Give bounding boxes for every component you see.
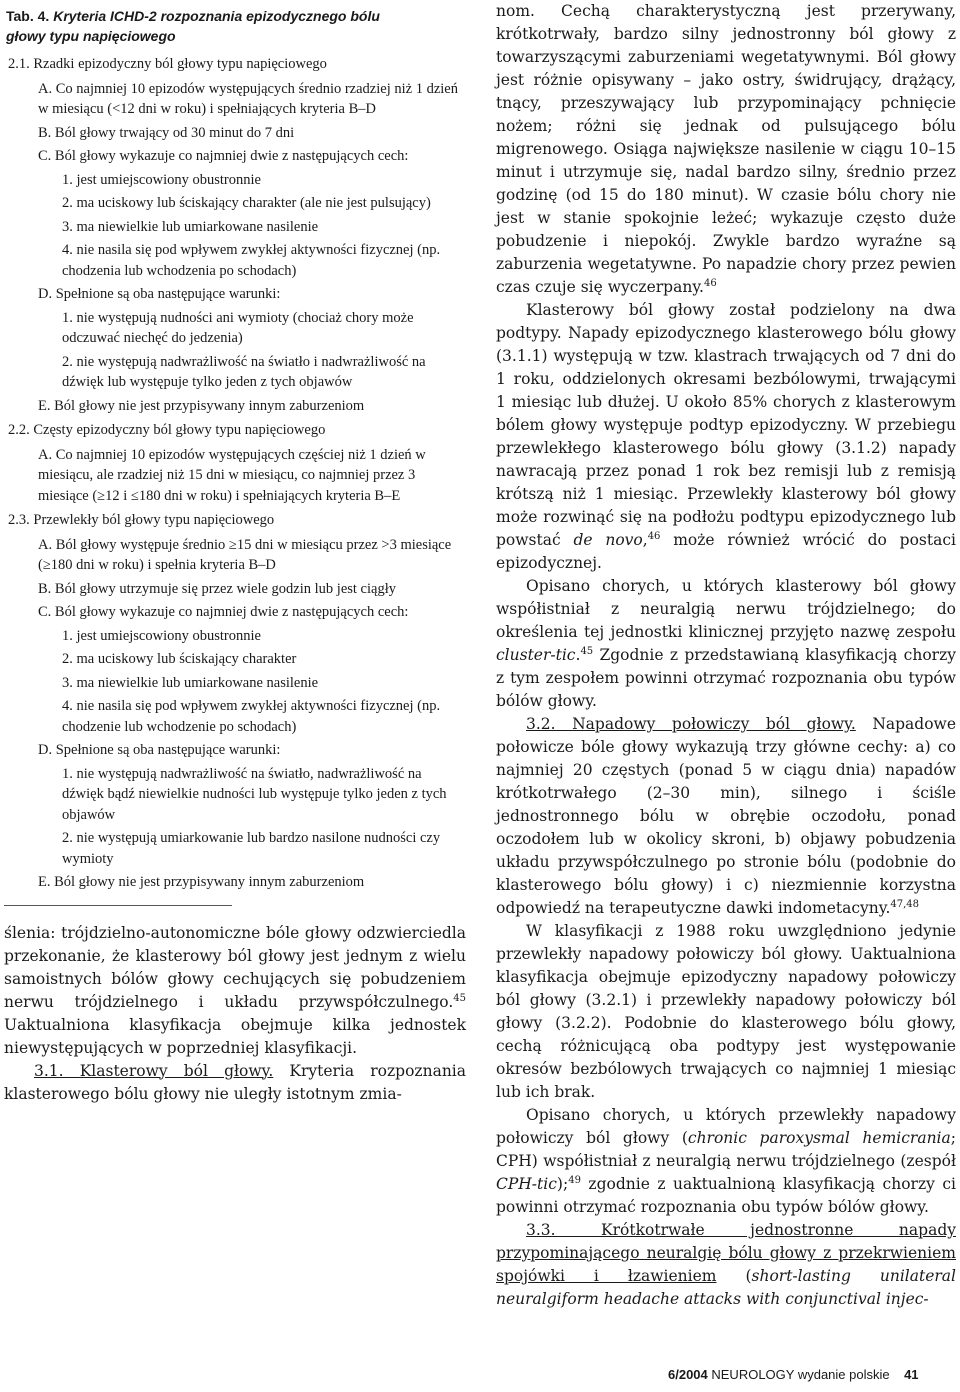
table-criterion: A. Ból głowy występuje średnio ≥15 dni w miesiącu przez >3 miesiące (≥180 dni w roku) i spełnia kryteria B–D (38, 536, 452, 573)
table-criterion: D. Spełnione są oba następujące warunki: (38, 286, 281, 302)
table-criterion: 3. ma niewielkie lub umiarkowane nasilenie (62, 674, 319, 691)
table-criterion: 2. nie występują nadwrażliwość na światło i nadwrażliwość na dźwięk lub występuje tylko jeden z tych objawów (62, 353, 426, 390)
page-footer (668, 1367, 919, 1382)
paragraph: 3.2. Napadowy połowiczy ból głowy. Napadowe połowicze bóle głowy wykazują trzy główne cechy: a) co najmniej 20 częstych (ponad 5 w ciągu dnia) napadów krótkotrwałego (2–30 min), silnego i ściśle jednostronnego bólu w obrębie oczodołu, ponad oczodołem lub w okolicy skroni, b) objawy pobudzenia układu przywspółczulnego po stronie bólu (podobnie do klasterowego bólu głowy) i c) niezmiennie korzystna odpowiedź na terapeutyczne dawki indometacyny.$^{47,48}$ (496, 715, 956, 917)
table-criterion: D. Spełnione są oba następujące warunki: (38, 742, 281, 758)
table-criterion: 3. ma niewielkie lub umiarkowane nasilenie (62, 218, 319, 235)
table-criterion: E. Ból głowy nie jest przypisywany innym zaburzeniom (38, 397, 365, 414)
paragraph: nom. Cechą charakterystyczną jest przerywany, krótkotrwały, bardzo silny jednostronny ból głowy z towarzyszącymi zaburzeniami wegetatywnymi. Ból głowy jest różnie opisywany – jako ostry, świdrujący, drążący, tnący, przeszywający lub przypominający pchnięcie nożem; różni się jednak od pulsującego bólu migrenowego. Osiąga największe nasilenie w ciągu 10–15 minut i utrzymuje się, nadal bardzo silny, średnio przez godzinę (od 15 do 180 minut). W czasie bólu chory nie jest w stanie spokojnie leżeć; wykazuje często duże pobudzenie i niepokój. Zwykle bardzo wyraźne są zaburzenia wegetatywne. Po napadzie chory przez pewien czas czuje się wyczerpany.$^{46}$ (496, 2, 956, 296)
table-criterion: 2. ma uciskowy lub ściskający charakter (ale nie jest pulsujący) (62, 195, 431, 211)
table-caption (6, 6, 466, 46)
table-section-heading: 2.1. Rzadki epizodyczny ból głowy typu napięciowego (8, 56, 327, 72)
reference: 45 (580, 645, 594, 657)
table-criterion: 1. jest umiejscowiony obustronnie (62, 627, 261, 644)
table-criterion: 1. nie występują nadwrażliwość na światło, nadwrażliwość na dźwięk bądź niewielkie nudności lub występuje tylko jeden z tych objawów (62, 765, 447, 823)
footer-edition: wydanie polskie (797, 1367, 890, 1382)
subheading: 3.1. Klasterowy ból głowy. (34, 1061, 274, 1080)
table-criterion: C. Ból głowy wykazuje co najmniej dwie z następujących cech: (38, 148, 409, 164)
reference: 47,48 (890, 898, 920, 910)
paragraph: Opisano chorych, u których przewlekły napadowy połowiczy ból głowy (chronic paroxysmal hemicrania; CPH) współistniał z neuralgią nerwu trójdzielnego (zespół CPH-tic);$^{49}$ zgodnie z uaktualnioną klasyfikacją chorzy ci powinni otrzymać rozpoznania obu typów bólów głowy. (496, 1106, 956, 1216)
table-criterion: C. Ból głowy wykazuje co najmniej dwie z następujących cech: (38, 604, 409, 620)
table-separator (4, 905, 232, 906)
right-column (496, 0, 956, 1311)
paragraph: W klasyfikacji z 1988 roku uwzględniono jedynie przewlekły napadowy połowiczy ból głowy. Uaktualniona klasyfikacja obejmuje epizodyczny napadowy połowiczy ból głowy (3.2.1) i przewlekły napadowy połowiczy ból głowy (3.2.2). Podobnie do klasterowego bólu głowy, cechą różnicującą oba podtypy jest występowanie okresów bezbólowych trwających co najmniej 1 miesiąc lub ich brak. (496, 922, 956, 1101)
table-criterion: A. Co najmniej 10 epizodów występujących średnio rzadziej niż 1 dzień w miesiącu (<12 dni w roku) i spełniających kryteria B–D (38, 80, 458, 117)
table-criterion: 4. nie nasila się pod wpływem zwykłej aktywności fizycznej (np. chodzenie lub wchodzenie po schodach) (62, 698, 441, 735)
table-criterion: E. Ból głowy nie jest przypisywany innym zaburzeniom (38, 874, 365, 890)
paragraph: Opisano chorych, u których klasterowy ból głowy współistniał z neuralgią nerwu trójdzielnego; do określenia tej jednostki klinicznej przyjęto nazwę zespołu cluster-tic.$^{45}$ Zgodnie z przedstawianą klasyfikacją chorzy z tym zespołem powinni otrzymać rozpoznania obu typów bólów głowy. (496, 577, 956, 710)
table-criterion: 2. nie występują umiarkowanie lub bardzo nasilone nudności czy wymioty (62, 830, 441, 867)
table-criterion: B. Ból głowy trwający od 30 minut do 7 dni (38, 124, 295, 141)
footer-journal: NEUROLOGY (707, 1367, 798, 1382)
subheading: 3.3. Krótkotrwałe jednostronne napady przypominającego neuralgię bólu głowy z przekrwieniem spojówki i łzawieniem (496, 1221, 956, 1285)
table-criterion: B. Ból głowy utrzymuje się przez wiele godzin lub jest ciągły (38, 580, 396, 597)
table-title-line2: głowy typu napięciowego (6, 28, 176, 44)
reference: 49 (568, 1174, 581, 1186)
footer-issue: 6/2004 (668, 1367, 708, 1382)
left-body-text (4, 922, 466, 1106)
table-criterion: 1. jest umiejscowiony obustronnie (62, 171, 261, 188)
criteria-table (4, 54, 466, 893)
paragraph: 3.1. Klasterowy ból głowy. Kryteria rozpoznania klasterowego bólu głowy nie uległy istotnym zmia- (4, 1061, 466, 1103)
paragraph: Klasterowy ból głowy został podzielony na dwa podtypy. Napady epizodycznego klasterowego bólu głowy (3.1.1) występują w tzw. klastrach trwających od 7 dni do 1 roku, oddzielonych okresami bezbólowymi, trwającymi 1 miesiąc lub dłużej. U około 85% chorych z klasterowym bólem głowy występuje podtyp epizodyczny. W przebiegu przewlekłego klasterowego bólu głowy (3.1.2) napady nawracają przez ponad 1 rok bez remisji lub z remisją krótszą niż 1 miesiąc. Przewlekły klasterowy ból głowy może rozwinąć się na podłożu podtypu epizodycznego lub powstać de novo,$^{46}$ może również wrócić do postaci epizodycznej. (496, 301, 956, 572)
table-criterion: 1. nie występują nudności ani wymioty (chociaż chory może odczuwać niechęć do jedzenia) (62, 309, 414, 346)
paragraph: 3.3. Krótkotrwałe jednostronne napady przypominającego neuralgię bólu głowy z przekrwieniem spojówki i łzawieniem (short-lasting unilateral neuralgiform headache attacks with conjunctival injec- (496, 1221, 956, 1308)
table-section-heading: 2.2. Częsty epizodyczny ból głowy typu napięciowego (8, 422, 326, 438)
table-title-line1: Kryteria ICHD-2 rozpoznania epizodycznego bólu (53, 8, 380, 24)
paragraph: ślenia: trójdzielno-autonomiczne bóle głowy odzwierciedla przekonanie, że klasterowy ból głowy jest jednym z wielu samoistnych bólów głowy cechujących się pobudzeniem nerwu trójdzielnego i układu przywspółczulnego.$^{45}$ Uaktualniona klasyfikacja obejmuje kilka jednostek niewystępujących w poprzedniej klasyfikacji. (4, 923, 466, 1057)
table-label: Tab. 4. (6, 8, 50, 24)
table-section-heading: 2.3. Przewlekły ból głowy typu napięciowego (8, 512, 275, 528)
subheading: 3.2. Napadowy połowiczy ból głowy. (526, 715, 856, 733)
reference: 46 (703, 277, 717, 289)
table-criterion: 2. ma uciskowy lub ściskający charakter (62, 651, 297, 667)
reference: 45 (453, 992, 466, 1004)
table-criterion: A. Co najmniej 10 epizodów występujących częściej niż 1 dzień w miesiącu, ale rzadziej niż 15 dni w miesiącu, co najmniej przez 3 miesiące (≥12 i ≤180 dni w roku) i spełniających kryteria B–E (38, 446, 426, 504)
reference: 46 (647, 530, 661, 542)
page-number: 41 (904, 1367, 919, 1382)
left-column (4, 0, 466, 1106)
table-criterion: 4. nie nasila się pod wpływem zwykłej aktywności fizycznej (np. chodzenia lub wchodzenia po schodach) (62, 242, 441, 279)
